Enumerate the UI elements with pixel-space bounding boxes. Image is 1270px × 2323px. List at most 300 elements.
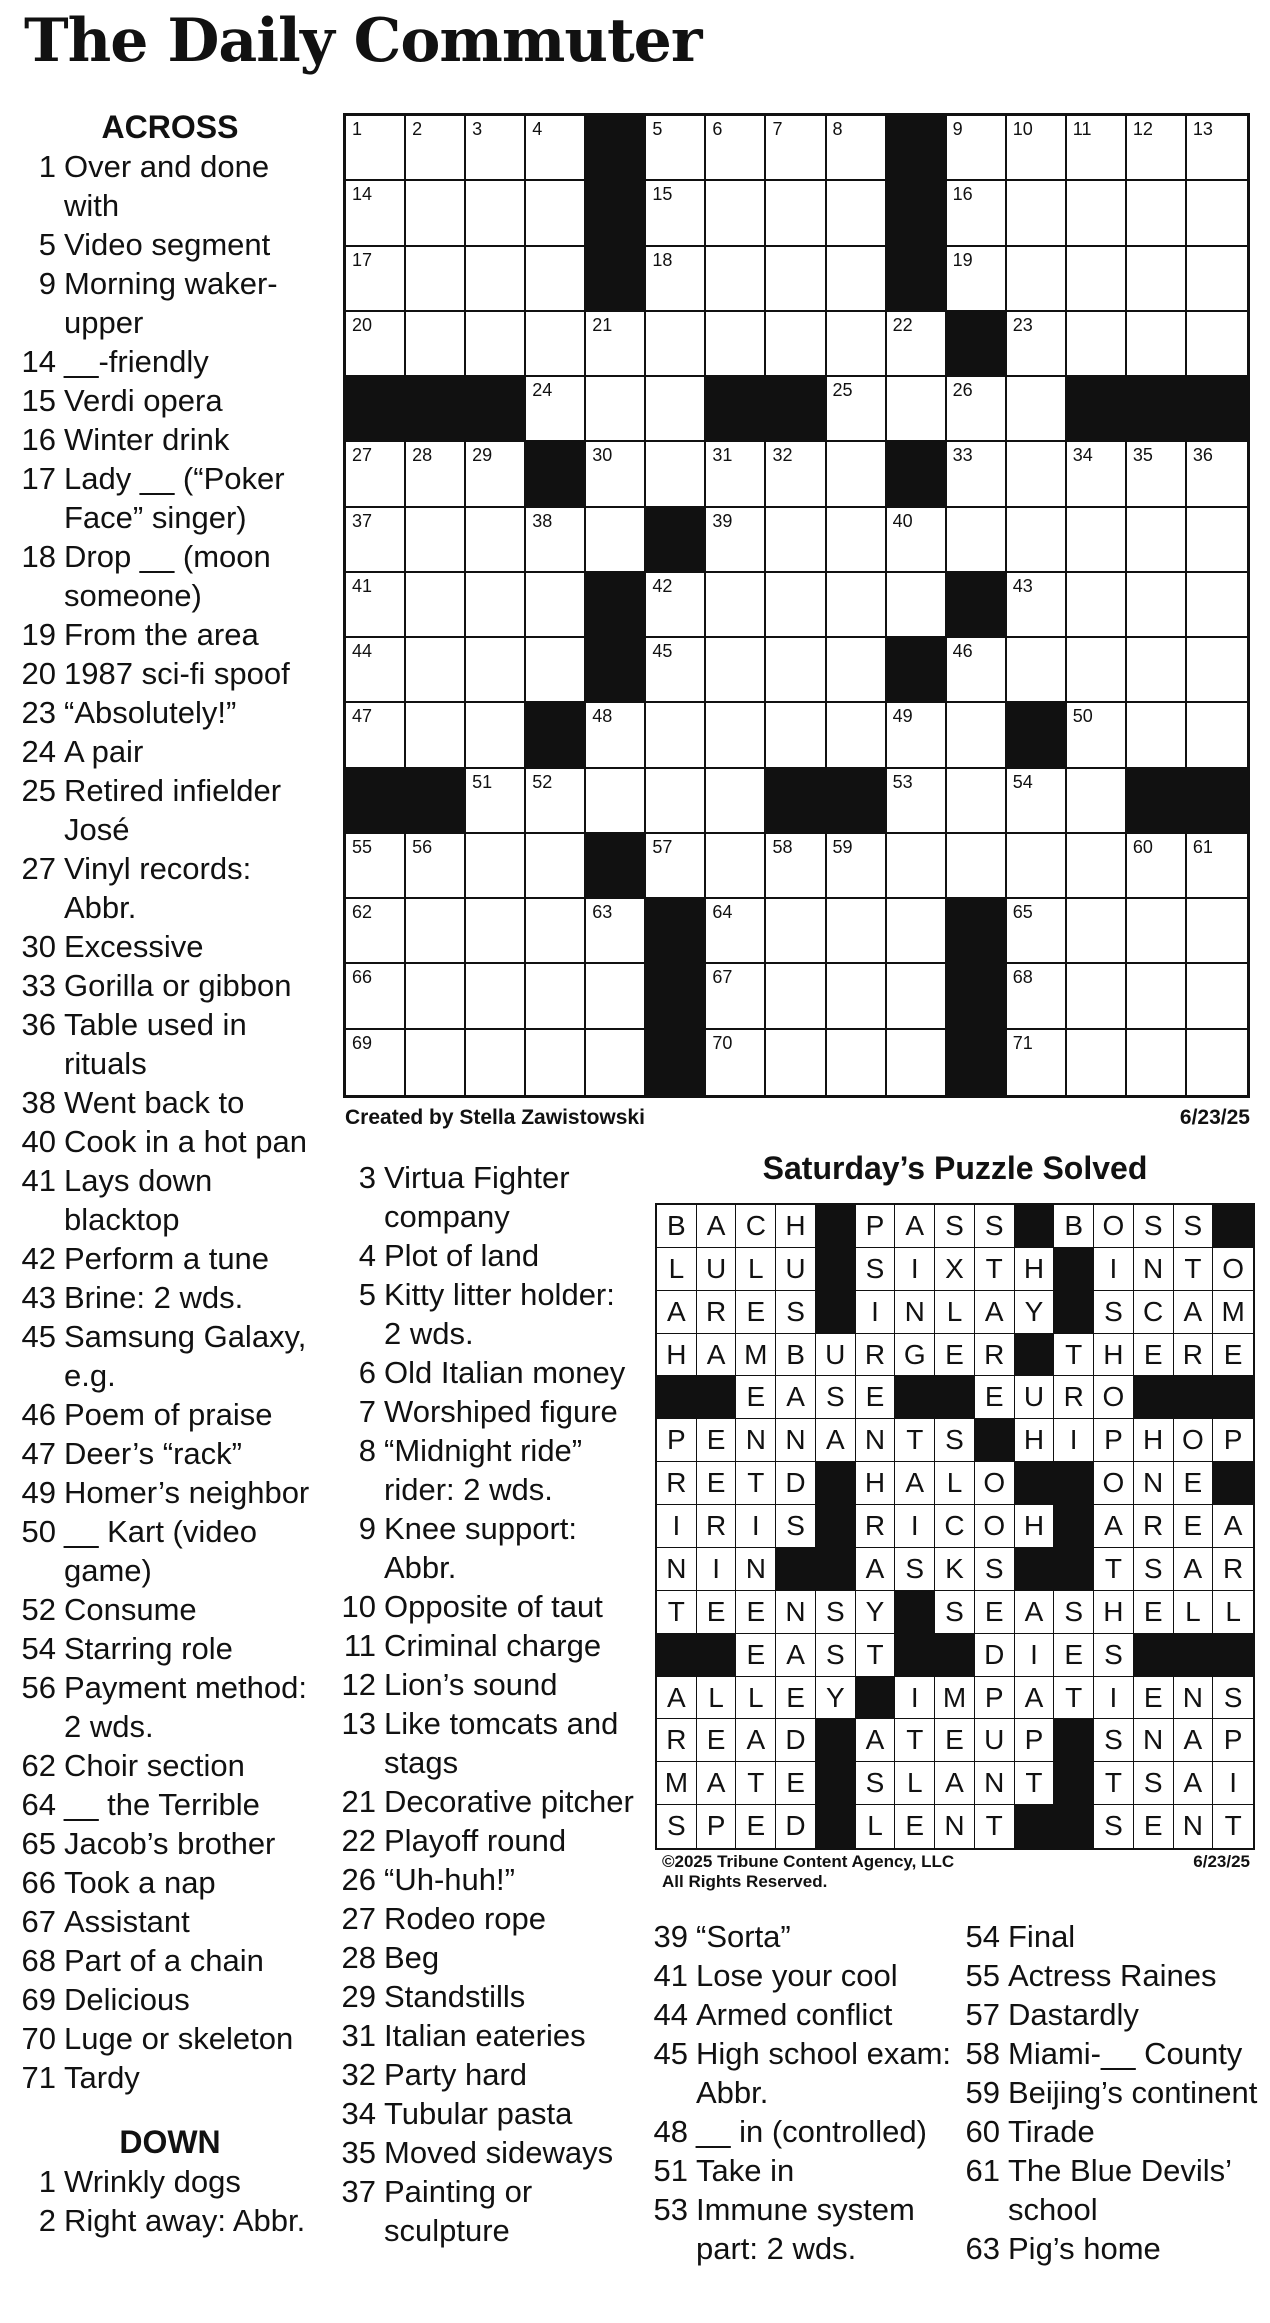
solution-black-square [816,1762,856,1805]
grid-cell[interactable] [1067,442,1127,507]
clue-text: Verdi opera [64,383,223,418]
grid-cell[interactable] [766,116,826,181]
cell-number: 27 [352,445,373,466]
grid-cell[interactable] [947,116,1007,181]
grid-cell[interactable] [766,964,826,1029]
grid-cell[interactable] [346,1030,406,1095]
grid-cell[interactable] [887,1030,947,1095]
solution-cell: A [657,1291,697,1334]
cell-number: 46 [952,641,973,662]
grid-cell[interactable] [346,964,406,1029]
clue [20,654,320,693]
clue-number: 48 [653,2114,688,2149]
grid-cell[interactable] [346,442,406,507]
clue-number: 53 [653,2192,688,2227]
grid-cell[interactable] [887,703,947,768]
solution-cell: E [697,1719,737,1762]
cell-number: 70 [712,1032,733,1053]
cell-number: 50 [1072,706,1093,727]
grid-cell[interactable] [1007,573,1067,638]
cell-number: 15 [652,184,673,205]
clue-number: 3 [358,1160,376,1195]
grid-cell[interactable] [1007,834,1067,899]
grid-cell[interactable] [827,703,887,768]
grid-cell[interactable] [466,703,526,768]
clue [340,1626,640,1665]
grid-cell[interactable] [706,116,766,181]
solution-cell: A [657,1677,697,1720]
grid-cell[interactable] [947,377,1007,442]
crossword-grid [343,113,1250,1098]
grid-cell[interactable] [1067,247,1127,312]
grid-cell[interactable] [1187,638,1247,703]
clue [340,1860,640,1899]
clue-text: Samsung Galaxy, e.g. [64,1319,307,1393]
solution-cell: M [935,1677,975,1720]
grid-cell[interactable] [1127,508,1187,573]
grid-cell[interactable] [1067,769,1127,834]
clue-text: Take in [696,2153,795,2188]
grid-cell[interactable] [406,181,466,246]
grid-cell[interactable] [827,247,887,312]
solution-cell: N [1174,1805,1214,1848]
grid-cell[interactable] [526,638,586,703]
grid-cell[interactable] [586,1030,646,1095]
grid-cell[interactable] [526,377,586,442]
grid-cell[interactable] [646,834,706,899]
grid-cell[interactable] [766,1030,826,1095]
grid-cell[interactable] [406,247,466,312]
clue-text: Beg [384,1940,440,1975]
clue-text: Lose your cool [696,1958,898,1993]
grid-cell[interactable] [346,312,406,377]
grid-cell[interactable] [827,116,887,181]
clue-number: 29 [341,1979,376,2014]
solution-black-square [816,1805,856,1848]
clue-text: Perform a tune [64,1241,270,1276]
across-heading: ACROSS [101,109,239,145]
solution-cell: R [1174,1334,1214,1377]
grid-cell[interactable] [526,116,586,181]
grid-cell[interactable] [1187,834,1247,899]
grid-cell[interactable] [766,638,826,703]
grid-cell[interactable] [766,834,826,899]
grid-cell[interactable] [526,181,586,246]
grid-cell[interactable] [827,508,887,573]
grid-cell[interactable] [1187,312,1247,377]
solved-puzzle-title: Saturday’s Puzzle Solved [762,1150,1148,1186]
clue-text: Deer’s “rack” [64,1436,242,1471]
clue [340,1392,640,1431]
solution-cell: H [856,1462,896,1505]
clue [340,2094,640,2133]
grid-cell[interactable] [1007,638,1067,703]
clue-number: 62 [21,1748,56,1783]
grid-cell[interactable] [406,899,466,964]
clue-text: Tardy [64,2060,140,2095]
grid-cell[interactable] [827,442,887,507]
solution-black-square [816,1462,856,1505]
grid-cell[interactable] [706,834,766,899]
grid-cell[interactable] [1187,899,1247,964]
grid-cell[interactable] [1127,247,1187,312]
clue-text: Tubular pasta [384,2096,573,2131]
grid-cell[interactable] [646,247,706,312]
grid-cell[interactable] [646,312,706,377]
solution-cell: I [895,1248,935,1291]
cell-number: 52 [532,771,553,792]
black-square [887,638,947,703]
grid-cell[interactable] [646,442,706,507]
solution-cell: S [856,1248,896,1291]
grid-cell[interactable] [1067,964,1127,1029]
grid-cell[interactable] [947,769,1007,834]
grid-cell[interactable] [1187,442,1247,507]
solution-cell: R [1134,1505,1174,1548]
grid-cell[interactable] [466,638,526,703]
grid-cell[interactable] [1007,312,1067,377]
solution-cell: B [657,1205,697,1248]
down-clues-column-2 [340,1158,640,2250]
grid-cell[interactable] [887,377,947,442]
grid-cell[interactable] [1127,181,1187,246]
clue-text: A pair [64,734,144,769]
grid-cell[interactable] [1007,116,1067,181]
grid-cell[interactable] [1187,508,1247,573]
grid-cell[interactable] [947,508,1007,573]
grid-cell[interactable] [466,508,526,573]
grid-cell[interactable] [1127,573,1187,638]
grid-cell[interactable] [406,964,466,1029]
clue [340,1938,640,1977]
solution-black-square [895,1591,935,1634]
clue [20,1434,320,1473]
grid-cell[interactable] [766,508,826,573]
solution-cell: R [856,1505,896,1548]
grid-cell[interactable] [1007,181,1067,246]
grid-cell[interactable] [1067,834,1127,899]
grid-cell[interactable] [466,1030,526,1095]
solution-black-square [1213,1205,1253,1248]
solution-cell: A [736,1719,776,1762]
solution-cell: I [1094,1248,1134,1291]
clue [964,2151,1264,2229]
solution-cell: S [1134,1762,1174,1805]
grid-cell[interactable] [827,573,887,638]
grid-cell[interactable] [1187,247,1247,312]
solution-black-square [816,1548,856,1591]
grid-cell[interactable] [827,964,887,1029]
grid-cell[interactable] [406,442,466,507]
grid-cell[interactable] [466,442,526,507]
solution-cell: E [1134,1334,1174,1377]
grid-cell[interactable] [466,312,526,377]
grid-cell[interactable] [827,1030,887,1095]
grid-cell[interactable] [706,769,766,834]
solution-black-square [1134,1376,1174,1419]
grid-cell[interactable] [1127,638,1187,703]
grid-cell[interactable] [466,181,526,246]
grid-cell[interactable] [827,899,887,964]
clue-text: Worshiped figure [384,1394,618,1429]
solution-cell: N [1134,1719,1174,1762]
solution-cell: P [1213,1719,1253,1762]
grid-cell[interactable] [586,508,646,573]
grid-cell[interactable] [526,573,586,638]
grid-cell[interactable] [706,1030,766,1095]
grid-cell[interactable] [586,769,646,834]
grid-cell[interactable] [1187,181,1247,246]
grid-cell[interactable] [1067,899,1127,964]
grid-cell[interactable] [406,638,466,703]
grid-cell[interactable] [406,116,466,181]
grid-cell[interactable] [706,638,766,703]
clue-text: __-friendly [64,344,209,379]
solution-cell: H [776,1205,816,1248]
grid-cell[interactable] [646,573,706,638]
clue-text: Vinyl records: Abbr. [64,851,252,925]
clue-text: Table used in rituals [64,1007,247,1081]
grid-cell[interactable] [1127,899,1187,964]
clue [20,1668,320,1746]
grid-cell[interactable] [766,312,826,377]
grid-cell[interactable] [646,769,706,834]
solution-cell: L [736,1248,776,1291]
cell-number: 7 [772,119,783,139]
grid-cell[interactable] [1067,703,1127,768]
grid-cell[interactable] [466,116,526,181]
grid-cell[interactable] [1067,573,1127,638]
cell-number: 28 [412,445,433,466]
solution-cell: T [1213,1805,1253,1848]
grid-cell[interactable] [887,769,947,834]
grid-cell[interactable] [406,573,466,638]
grid-cell[interactable] [887,573,947,638]
grid-cell[interactable] [766,181,826,246]
grid-cell[interactable] [1067,1030,1127,1095]
grid-cell[interactable] [526,508,586,573]
down-heading: DOWN [119,2124,221,2160]
grid-cell[interactable] [406,312,466,377]
solution-cell: L [895,1762,935,1805]
grid-cell[interactable] [1067,638,1127,703]
grid-cell[interactable] [706,508,766,573]
clue-number: 23 [21,695,56,730]
cell-number: 59 [832,836,853,857]
grid-cell[interactable] [1127,1030,1187,1095]
grid-cell[interactable] [646,181,706,246]
grid-cell[interactable] [706,247,766,312]
grid-cell[interactable] [466,834,526,899]
clue [20,1005,320,1083]
grid-cell[interactable] [1187,1030,1247,1095]
cell-number: 16 [952,184,973,205]
grid-cell[interactable] [947,442,1007,507]
grid-cell[interactable] [406,834,466,899]
grid-cell[interactable] [1127,116,1187,181]
grid-cell[interactable] [646,703,706,768]
grid-cell[interactable] [346,638,406,703]
grid-cell[interactable] [526,247,586,312]
solution-cell: L [657,1248,697,1291]
grid-cell[interactable] [586,899,646,964]
grid-cell[interactable] [526,899,586,964]
grid-cell[interactable] [586,964,646,1029]
grid-cell[interactable] [706,573,766,638]
black-square [1067,377,1127,442]
solution-cell: E [1134,1805,1174,1848]
grid-cell[interactable] [887,834,947,899]
grid-cell[interactable] [887,899,947,964]
grid-cell[interactable] [947,703,1007,768]
cell-number: 62 [352,902,373,923]
grid-cell[interactable] [1007,769,1067,834]
grid-cell[interactable] [706,442,766,507]
grid-cell[interactable] [1127,834,1187,899]
cell-number: 17 [352,249,373,270]
grid-cell[interactable] [1127,312,1187,377]
cell-number: 69 [352,1032,373,1053]
clue-number: 2 [38,2203,56,2238]
grid-cell[interactable] [346,573,406,638]
grid-cell[interactable] [586,703,646,768]
solution-cell: S [1134,1548,1174,1591]
grid-cell[interactable] [1127,442,1187,507]
solution-cell: O [1213,1248,1253,1291]
grid-cell[interactable] [466,573,526,638]
solution-black-square [1213,1376,1253,1419]
grid-cell[interactable] [1007,247,1067,312]
grid-cell[interactable] [1187,573,1247,638]
grid-cell[interactable] [766,573,826,638]
grid-cell[interactable] [646,638,706,703]
grid-cell[interactable] [526,312,586,377]
clue-text: Luge or skeleton [64,2021,294,2056]
cell-number: 37 [352,510,373,531]
grid-cell[interactable] [406,703,466,768]
grid-cell[interactable] [526,1030,586,1095]
grid-cell[interactable] [706,964,766,1029]
solution-cell: L [935,1291,975,1334]
grid-cell[interactable] [586,377,646,442]
grid-cell[interactable] [346,703,406,768]
grid-cell[interactable] [947,638,1007,703]
grid-cell[interactable] [766,442,826,507]
grid-cell[interactable] [526,964,586,1029]
grid-cell[interactable] [406,1030,466,1095]
grid-cell[interactable] [466,247,526,312]
grid-cell[interactable] [766,703,826,768]
clue-number: 30 [21,929,56,964]
grid-cell[interactable] [827,377,887,442]
clue [20,2201,320,2240]
grid-cell[interactable] [827,638,887,703]
grid-cell[interactable] [346,508,406,573]
grid-cell[interactable] [1067,116,1127,181]
grid-cell[interactable] [346,834,406,899]
black-square [586,573,646,638]
grid-cell[interactable] [1187,703,1247,768]
grid-cell[interactable] [947,247,1007,312]
grid-cell[interactable] [346,899,406,964]
clue [20,2162,320,2201]
grid-cell[interactable] [526,769,586,834]
clue-number: 65 [21,1826,56,1861]
grid-cell[interactable] [1127,703,1187,768]
clue [20,147,320,225]
solution-cell: I [736,1505,776,1548]
grid-cell[interactable] [706,312,766,377]
grid-cell[interactable] [947,834,1007,899]
grid-cell[interactable] [1187,964,1247,1029]
grid-cell[interactable] [346,181,406,246]
grid-cell[interactable] [706,181,766,246]
grid-cell[interactable] [1007,899,1067,964]
grid-cell[interactable] [586,442,646,507]
grid-cell[interactable] [1067,508,1127,573]
grid-cell[interactable] [1007,1030,1067,1095]
grid-cell[interactable] [586,312,646,377]
grid-cell[interactable] [1187,116,1247,181]
grid-cell[interactable] [827,312,887,377]
cell-number: 57 [652,836,673,857]
solution-cell: A [856,1719,896,1762]
grid-cell[interactable] [827,834,887,899]
grid-cell[interactable] [1007,442,1067,507]
grid-cell[interactable] [526,834,586,899]
grid-cell[interactable] [766,247,826,312]
clue-number: 68 [21,1943,56,1978]
solution-cell: E [697,1419,737,1462]
grid-cell[interactable] [466,769,526,834]
grid-cell[interactable] [346,116,406,181]
grid-cell[interactable] [466,964,526,1029]
clue [20,1629,320,1668]
clue-number: 52 [21,1592,56,1627]
grid-cell[interactable] [706,703,766,768]
grid-cell[interactable] [887,508,947,573]
clue [20,1395,320,1434]
solution-cell: S [657,1805,697,1848]
grid-cell[interactable] [1007,508,1067,573]
black-square [346,377,406,442]
grid-cell[interactable] [887,312,947,377]
grid-cell[interactable] [947,181,1007,246]
grid-cell[interactable] [887,964,947,1029]
clue [20,2019,320,2058]
clue-text: Final [1008,1919,1076,1954]
grid-cell[interactable] [346,247,406,312]
clue-number: 5 [358,1277,376,1312]
grid-cell[interactable] [1007,377,1067,442]
grid-cell[interactable] [827,181,887,246]
grid-cell[interactable] [706,899,766,964]
grid-cell[interactable] [646,116,706,181]
grid-cell[interactable] [466,899,526,964]
grid-cell[interactable] [1127,964,1187,1029]
grid-cell[interactable] [1067,181,1127,246]
cell-number: 8 [832,119,843,139]
grid-cell[interactable] [406,508,466,573]
clue-number: 41 [21,1163,56,1198]
solution-cell: T [1015,1762,1055,1805]
grid-cell[interactable] [1067,312,1127,377]
solution-cell: I [895,1505,935,1548]
grid-cell[interactable] [1007,964,1067,1029]
solution-cell: C [935,1505,975,1548]
grid-cell[interactable] [646,377,706,442]
grid-cell[interactable] [766,899,826,964]
